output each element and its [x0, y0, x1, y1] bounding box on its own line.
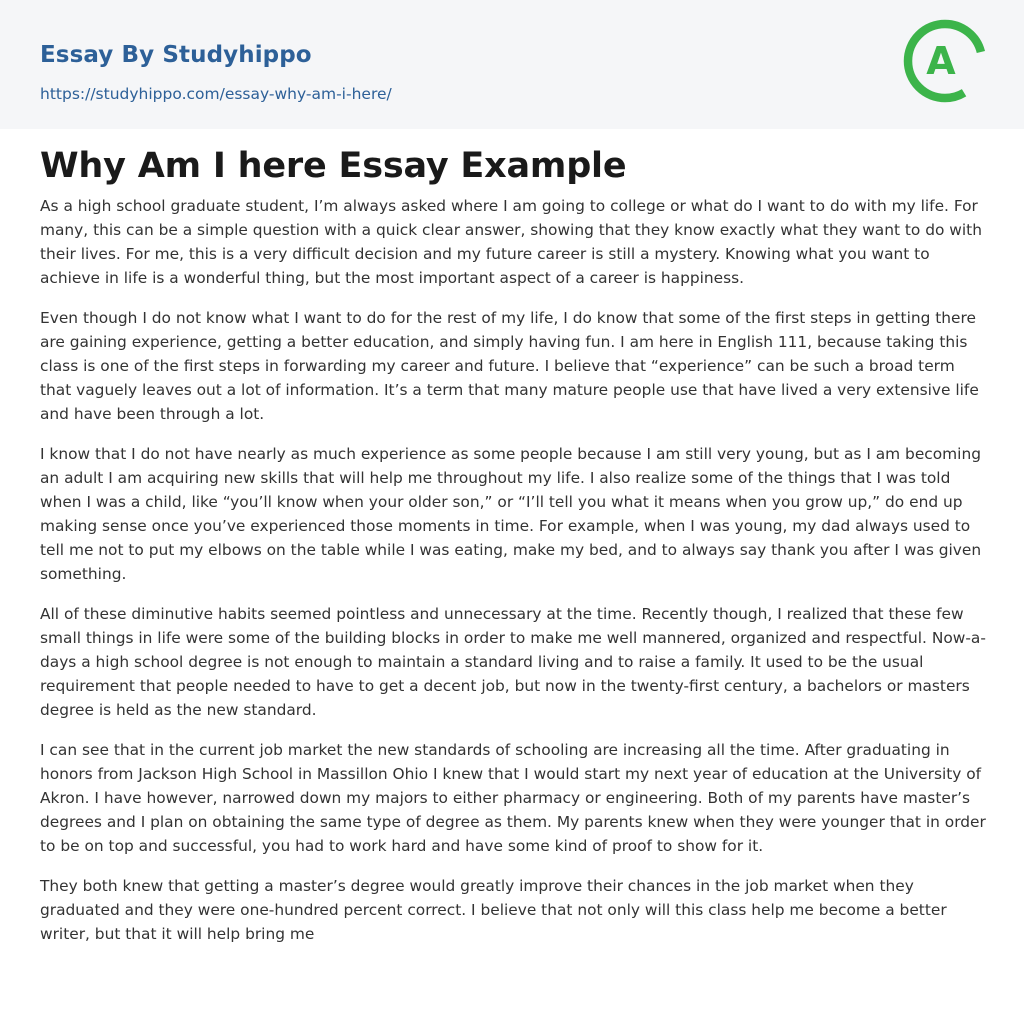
essay-paragraph: They both knew that getting a master’s degree would greatly improve their chances in the job market when they graduated and they were one-hundred percent correct. I believe that not only will this class help me become a better writer, but that it will help bring me [40, 877, 947, 943]
essay-url-link[interactable]: https://studyhippo.com/essay-why-am-i-here/ [40, 85, 392, 103]
essay-paragraph: I know that I do not have nearly as much experience as some people because I am still very young, but as I am becoming an adult I am acquiring new skills that will help me throughout my life. I also realize some of the things that I was told when I was a child, like “you’ll know when your older son,” or “I’ll tell you what it means when you grow up,” do end up making sense once you’ve experienced those moments in time. For example, when I was young, my dad always used to tell me not to put my elbows on the table while I was eating, make my bed, and to always say thank you after I was given something. [40, 445, 982, 583]
essay-paragraph: As a high school graduate student, I’m always asked where I am going to college or what do I want to do with my life. For many, this can be a simple question with a quick clear answer, showing that they know exactly what they want to do with their lives. For me, this is a very difficult decision and my future career is still a mystery. Knowing what you want to achieve in life is a wonderful thing, but the most important aspect of a career is happiness. [40, 197, 982, 287]
logo-letter: A [926, 39, 956, 83]
essay-body [40, 194, 990, 962]
site-header [0, 0, 1024, 129]
essay-paragraph: Even though I do not know what I want to do for the rest of my life, I do know that some of the first steps in getting there are gaining experience, getting a better education, and simply having fun. I am here in English 111, because taking this class is one of the first steps in forwarding my career and future. I believe that “experience” can be such a broad term that vaguely leaves out a lot of information. It’s a term that many mature people use that have lived a very extensive life and have been through a lot. [40, 309, 979, 423]
essay-paragraph: All of these diminutive habits seemed pointless and unnecessary at the time. Recently though, I realized that these few small things in life were some of the building blocks in order to make me well mannered, organized and respectful. Now-a-days a high school degree is not enough to maintain a standard living and to raise a family. It used to be the usual requirement that people needed to have to get a decent job, but now in the twenty-first century, a bachelors or masters degree is held as the new standard. [40, 605, 986, 719]
site-brand-title[interactable]: Essay By Studyhippo [40, 42, 312, 68]
page-title: Why Am I here Essay Example [40, 146, 627, 186]
studyhippo-logo-icon[interactable] [901, 17, 989, 105]
essay-paragraph: I can see that in the current job market the new standards of schooling are increasing all the time. After graduating in honors from Jackson High School in Massillon Ohio I knew that I would start my next year of education at the University of Akron. I have however, narrowed down my majors to either pharmacy or engineering. Both of my parents have master’s degrees and I plan on obtaining the same type of degree as them. My parents knew when they were younger that in order to be on top and successful, you had to work hard and have some kind of proof to show for it. [40, 741, 986, 855]
